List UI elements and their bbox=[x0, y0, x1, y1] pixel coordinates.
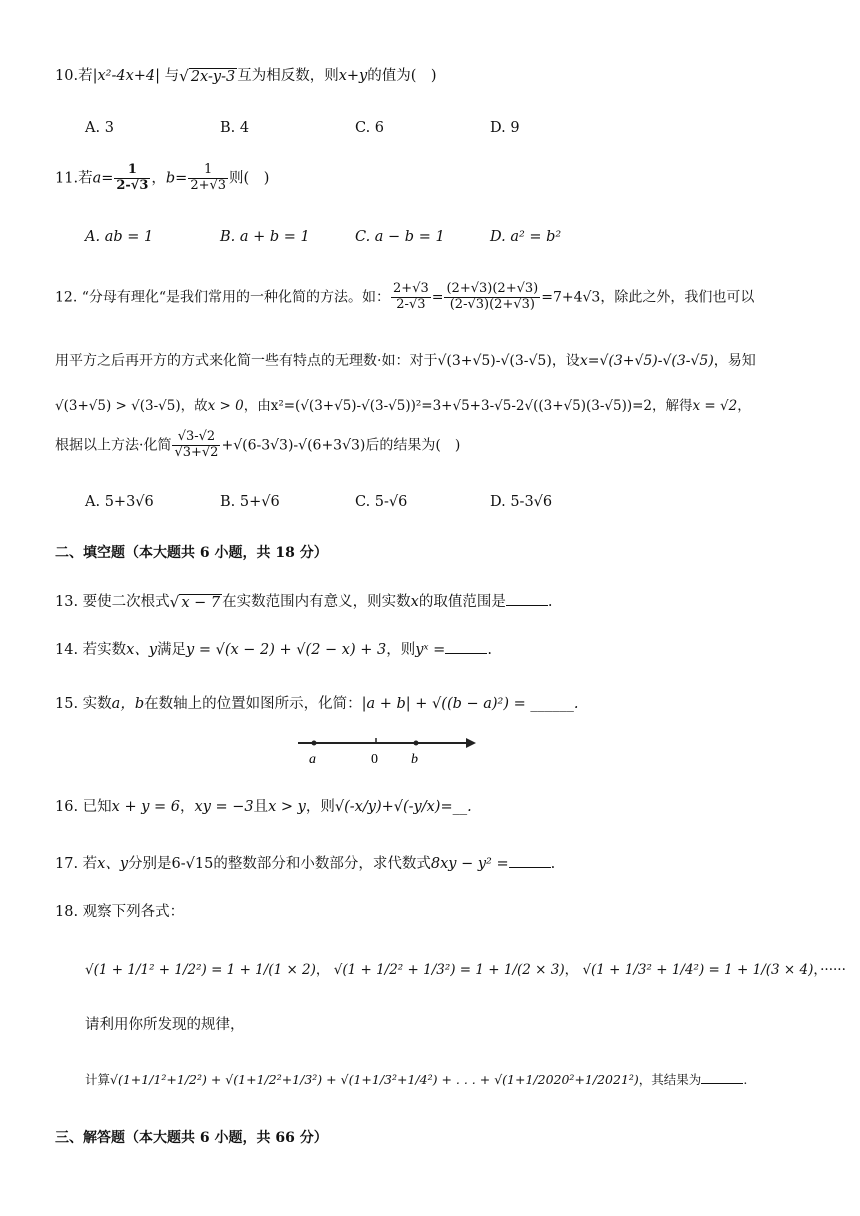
q16-text: 16. 已知 bbox=[55, 799, 112, 815]
q18-formula-2: √(1 + 1/2² + 1/3²) = 1 + 1/(2 × 3) bbox=[333, 962, 565, 978]
q17-text2: 分别是 bbox=[128, 856, 172, 872]
number-line-figure bbox=[290, 730, 490, 770]
q12-expr2d: x=√(3+√5)-√(3-√5) bbox=[579, 353, 714, 369]
question-12-line4 bbox=[55, 430, 460, 461]
q12-text3d: ，由 bbox=[243, 398, 271, 414]
q11-text2: 则( ) bbox=[229, 170, 270, 187]
q12-text2: 用平方之后再开方的方式来化简一些有特点的无理数·如：对于 bbox=[55, 353, 438, 369]
q11-b-lhs: b= bbox=[165, 170, 188, 187]
q12-frac1: $\frac{2+√3}{2-√3}$ bbox=[393, 281, 429, 312]
q14-blank bbox=[445, 641, 487, 654]
q10-abs-expr: |x²-4x+4| bbox=[92, 68, 161, 84]
q17-vars: x、y bbox=[97, 856, 129, 872]
q12-text3b: ，故 bbox=[180, 398, 208, 414]
q18-end: . bbox=[743, 1072, 748, 1087]
question-13 bbox=[55, 590, 552, 611]
q12-text1b: =7+4√3，除此之外，我们也可以 bbox=[541, 289, 755, 306]
point-a bbox=[312, 741, 317, 746]
q13-text3: 的取值范围是 bbox=[418, 594, 506, 610]
label-b: b bbox=[411, 752, 418, 767]
q18-text4: ，其结果为 bbox=[638, 1072, 702, 1087]
q12-expr3c: x > 0 bbox=[207, 398, 244, 414]
q11-a-fraction: $\frac{1}{2-√3}$ bbox=[116, 162, 149, 193]
q18-sum: √(1+1/1²+1/2²) + √(1+1/2²+1/3²) + √(1+1/3²+1/4²) + . . . + √(1+1/2020²+1/2021²) bbox=[110, 1072, 639, 1087]
q18-dots: ，······ bbox=[813, 962, 846, 978]
q12-eq: = bbox=[431, 289, 444, 306]
q11-b-fraction: $\frac{1}{2+√3}$ bbox=[190, 162, 227, 193]
label-0: 0 bbox=[371, 752, 378, 767]
q12-expr2: √(3+√5)-√(3-√5) bbox=[437, 353, 552, 369]
q14-vars: x、y bbox=[126, 642, 158, 658]
q12-expr3a: √(3+√5) > √(3-√5) bbox=[55, 398, 181, 414]
q14-text2: 满足 bbox=[157, 642, 187, 658]
q15-text: 15. 实数 bbox=[55, 696, 112, 712]
q12-option-d: D. 5-3√6 bbox=[490, 494, 553, 510]
q16-expr: √(-x/y)+√(-y/x)=__. bbox=[334, 799, 472, 815]
q12-frac2: $\frac{(2+√3)(2+√3)}{(2-√3)(2+√3)}$ bbox=[446, 281, 539, 312]
q13-var: x bbox=[410, 594, 419, 610]
section-3-heading: 三、解答题（本大题共 6 小题，共 66 分） bbox=[55, 1130, 328, 1146]
q17-blank bbox=[509, 855, 551, 868]
question-10 bbox=[55, 64, 437, 85]
q11-number: 11. bbox=[55, 170, 79, 187]
q12-text3h: ， bbox=[737, 398, 751, 414]
q15-expr: |a + b| + √((b − a)²) = ______. bbox=[361, 696, 579, 712]
q14-expr2: yˣ = bbox=[415, 642, 446, 658]
q13-blank bbox=[506, 593, 548, 606]
q17-expr2: 8xy − y² = bbox=[430, 856, 509, 872]
q14-text: 14. 若实数 bbox=[55, 642, 127, 658]
q16-text2: 且 bbox=[253, 799, 269, 815]
q15-text2: 在数轴上的位置如图所示，化简： bbox=[144, 696, 362, 712]
q17-text3: 的整数部分和小数部分，求代数式 bbox=[213, 856, 431, 872]
q10-expr: x+y bbox=[338, 68, 368, 84]
q14-expr: y = √(x − 2) + √(2 − x) + 3 bbox=[186, 642, 387, 658]
q17-text: 17. 若 bbox=[55, 856, 98, 872]
q12-option-a: A. 5+3√6 bbox=[85, 494, 154, 510]
q16-text3: ，则 bbox=[305, 799, 335, 815]
q11-option-c: C. a − b = 1 bbox=[355, 229, 445, 245]
question-12-line3 bbox=[55, 394, 751, 414]
question-18: 18. 观察下列各式： bbox=[55, 904, 185, 920]
point-b bbox=[414, 741, 419, 746]
q14-text3: ，则 bbox=[386, 642, 416, 658]
q10-text3: 的值为( ) bbox=[367, 68, 437, 84]
q13-end: . bbox=[547, 594, 553, 610]
question-17 bbox=[55, 852, 555, 873]
q15-vars: a，b bbox=[111, 696, 145, 712]
question-16 bbox=[55, 795, 472, 816]
q12-text1: 12. “分母有理化“是我们常用的一种化简的方法。如： bbox=[55, 289, 391, 306]
q10-text2: 互为相反数，则 bbox=[237, 68, 339, 84]
q18-instruction: 请利用你所发现的规律， bbox=[85, 1017, 245, 1033]
q12-text2e: ，易知 bbox=[713, 353, 756, 369]
q12-expr3g: x = √2 bbox=[692, 398, 738, 414]
q18-formula-1: √(1 + 1/1² + 1/2²) = 1 + 1/(1 × 2) bbox=[85, 962, 316, 978]
q16-eq3: x > y bbox=[268, 799, 306, 815]
q16-eq1: x + y = 6 bbox=[111, 799, 181, 815]
arrow-right-icon bbox=[466, 738, 476, 748]
q12-text3f: ，解得 bbox=[652, 398, 693, 414]
q10-number: 10. bbox=[55, 68, 79, 84]
q10-option-c: C. 6 bbox=[355, 120, 385, 136]
q13-text2: 在实数范围内有意义，则实数 bbox=[222, 594, 411, 610]
q10-text: 若 bbox=[78, 68, 93, 84]
q11-option-a: A. ab = 1 bbox=[85, 229, 154, 245]
q11-sep: ， bbox=[151, 170, 166, 187]
q11-a-lhs: a= bbox=[92, 170, 114, 187]
q12-text4: 根据以上方法·化简 bbox=[55, 437, 172, 454]
label-a: a bbox=[309, 752, 316, 767]
q12-option-c: C. 5-√6 bbox=[355, 494, 408, 510]
q10-text-and: 与 bbox=[164, 68, 180, 84]
question-12-line1 bbox=[55, 282, 754, 313]
q17-expr1: 6-√15 bbox=[171, 856, 214, 872]
q18-text3: 计算 bbox=[85, 1072, 111, 1087]
q11-option-d: D. a² = b² bbox=[490, 229, 562, 245]
q12-text2c: ，设 bbox=[551, 353, 580, 369]
q13-text: 13. 要使二次根式 bbox=[55, 594, 170, 610]
q10-radical: √ 2x-y-3 bbox=[179, 67, 236, 85]
q12-option-b: B. 5+√6 bbox=[220, 494, 280, 510]
q10-option-b: B. 4 bbox=[220, 120, 250, 136]
q12-text4c: 后的结果为( ) bbox=[365, 437, 461, 454]
q18-compute bbox=[85, 1070, 747, 1088]
q18-blank bbox=[701, 1071, 743, 1084]
question-14 bbox=[55, 638, 492, 659]
q12-frac3: $\frac{√3-√2}{√3+√2}$ bbox=[174, 429, 219, 460]
q11-text: 若 bbox=[78, 170, 93, 187]
section-2-heading: 二、填空题（本大题共 6 小题，共 18 分） bbox=[55, 545, 328, 561]
q16-sep: ， bbox=[180, 799, 195, 815]
q11-option-b: B. a + b = 1 bbox=[220, 229, 310, 245]
q18-formulas: √(1 + 1/1² + 1/2²) = 1 + 1/(1 × 2)， √(1 + 1/2² + 1/3²) = 1 + 1/(2 × 3)， √(1 + 1/3² + 1/4²) = 1 + 1/(3 × 4)，······ bbox=[85, 962, 846, 978]
q12-expr3e: x²=(√(3+√5)-√(3-√5))²=3+√5+3-√5-2√((3+√5)(3-√5))=2 bbox=[270, 398, 653, 414]
q13-radical: √ x − 7 bbox=[169, 593, 221, 611]
q18-formula-3: √(1 + 1/3² + 1/4²) = 1 + 1/(3 × 4) bbox=[582, 962, 814, 978]
q14-end: . bbox=[487, 642, 492, 658]
question-12-line2 bbox=[55, 350, 756, 370]
question-11 bbox=[55, 163, 269, 194]
q17-end: . bbox=[550, 856, 556, 872]
question-15 bbox=[55, 692, 579, 713]
q16-eq2: xy = −3 bbox=[194, 799, 254, 815]
q10-option-d: D. 9 bbox=[490, 120, 520, 136]
q10-option-a: A. 3 bbox=[85, 120, 114, 136]
q12-expr4b: +√(6-3√3)-√(6+3√3) bbox=[221, 437, 366, 454]
